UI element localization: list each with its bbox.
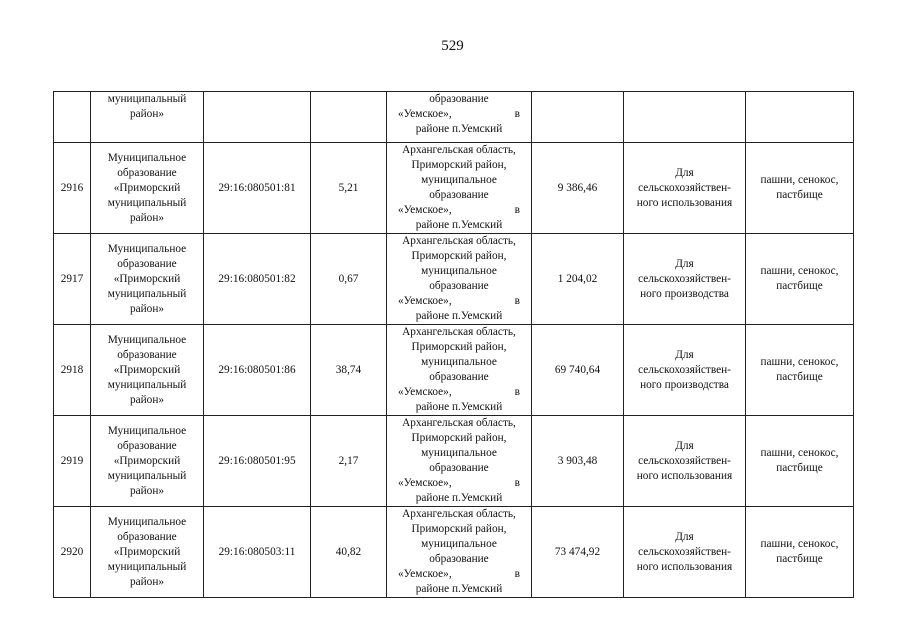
- address-last-left: «Уемское»,: [398, 477, 452, 489]
- cell-usage: пашни, сенокос, пастбище: [746, 416, 854, 507]
- cell-address: [387, 92, 532, 143]
- cell-address: [387, 234, 532, 325]
- table-row: [54, 234, 854, 325]
- cell-purpose: Для сельскохозяйствен- ного использования: [624, 416, 746, 507]
- cell-value: 3 903,48: [532, 416, 624, 507]
- address-last-line: [390, 294, 528, 309]
- cell-address: [387, 143, 532, 234]
- cell-purpose: Для сельскохозяйствен- ного использования: [624, 143, 746, 234]
- cell-value: 9 386,46: [532, 143, 624, 234]
- cell-purpose: Для сельскохозяйствен- ного производства: [624, 234, 746, 325]
- cell-num: 2917: [54, 234, 91, 325]
- cell-usage: пашни, сенокос, пастбище: [746, 143, 854, 234]
- address-last-right: в: [514, 204, 520, 216]
- cell-value: [532, 92, 624, 143]
- table-row-continuation: [54, 92, 854, 143]
- address-last-line: [390, 476, 528, 491]
- address-last-left: «Уемское»,: [398, 386, 452, 398]
- cell-area: 40,82: [311, 507, 387, 598]
- cell-num: 2920: [54, 507, 91, 598]
- cell-address: [387, 507, 532, 598]
- cell-address: [387, 416, 532, 507]
- address-tail: районе п.Уемский: [415, 583, 503, 595]
- cell-area: 38,74: [311, 325, 387, 416]
- table-row: [54, 143, 854, 234]
- cell-owner: Муниципальное образование «Приморский муниципальный район»: [91, 507, 204, 598]
- address-last-left: «Уемское»,: [398, 295, 452, 307]
- address-lines: Архангельская область, Приморский район, муниципальное образование: [402, 235, 516, 292]
- table-rows: [54, 143, 854, 598]
- cell-address: [387, 325, 532, 416]
- cell-num: 2918: [54, 325, 91, 416]
- land-plots-table: [53, 91, 854, 598]
- cell-purpose: Для сельскохозяйствен- ного производства: [624, 325, 746, 416]
- address-tail: районе п.Уемский: [415, 219, 503, 231]
- cell-owner: Муниципальное образование «Приморский муниципальный район»: [91, 416, 204, 507]
- cell-value: 69 740,64: [532, 325, 624, 416]
- table-row: [54, 416, 854, 507]
- cell-value: 73 474,92: [532, 507, 624, 598]
- cell-purpose: Для сельскохозяйствен- ного использования: [624, 507, 746, 598]
- cell-cadastral: 29:16:080501:82: [204, 234, 311, 325]
- cell-value: 1 204,02: [532, 234, 624, 325]
- cell-area: 2,17: [311, 416, 387, 507]
- address-tail: районе п.Уемский: [415, 401, 503, 413]
- address-tail: районе п.Уемский: [415, 492, 503, 504]
- cell-num: [54, 92, 91, 143]
- address-lines: Архангельская область, Приморский район, муниципальное образование: [402, 326, 516, 383]
- cell-owner: муниципальный район»: [91, 92, 204, 143]
- cell-num: 2916: [54, 143, 91, 234]
- address-last-right: в: [514, 568, 520, 580]
- address-last-left: «Уемское»,: [398, 568, 452, 580]
- address-last-right: в: [514, 108, 520, 120]
- cell-cadastral: [204, 92, 311, 143]
- cell-owner: Муниципальное образование «Приморский муниципальный район»: [91, 234, 204, 325]
- address-lines: Архангельская область, Приморский район, муниципальное образование: [402, 417, 516, 474]
- cell-cadastral: 29:16:080503:11: [204, 507, 311, 598]
- cell-owner: Муниципальное образование «Приморский муниципальный район»: [91, 325, 204, 416]
- page-number: 529: [441, 38, 464, 54]
- address-last-line: [390, 385, 528, 400]
- address-lines: образование: [429, 93, 489, 105]
- table-row: [54, 325, 854, 416]
- address-last-right: в: [514, 295, 520, 307]
- cell-usage: пашни, сенокос, пастбище: [746, 234, 854, 325]
- address-last-line: [390, 567, 528, 582]
- table-row: [54, 507, 854, 598]
- cell-cadastral: 29:16:080501:95: [204, 416, 311, 507]
- address-last-left: «Уемское»,: [398, 204, 452, 216]
- address-last-right: в: [514, 386, 520, 398]
- cell-usage: пашни, сенокос, пастбище: [746, 325, 854, 416]
- cell-purpose: [624, 92, 746, 143]
- cell-area: 5,21: [311, 143, 387, 234]
- address-last-left: «Уемское»,: [398, 108, 452, 120]
- cell-usage: [746, 92, 854, 143]
- address-last-line: [390, 107, 528, 122]
- cell-area: 0,67: [311, 234, 387, 325]
- cell-owner: Муниципальное образование «Приморский муниципальный район»: [91, 143, 204, 234]
- address-lines: Архангельская область, Приморский район, муниципальное образование: [402, 144, 516, 201]
- address-tail: районе п.Уемский: [415, 310, 503, 322]
- address-last-line: [390, 203, 528, 218]
- cell-usage: пашни, сенокос, пастбище: [746, 507, 854, 598]
- cell-cadastral: 29:16:080501:81: [204, 143, 311, 234]
- cell-cadastral: 29:16:080501:86: [204, 325, 311, 416]
- address-tail: районе п.Уемский: [415, 123, 503, 135]
- cell-area: [311, 92, 387, 143]
- address-lines: Архангельская область, Приморский район, муниципальное образование: [402, 508, 516, 565]
- address-last-right: в: [514, 477, 520, 489]
- cell-num: 2919: [54, 416, 91, 507]
